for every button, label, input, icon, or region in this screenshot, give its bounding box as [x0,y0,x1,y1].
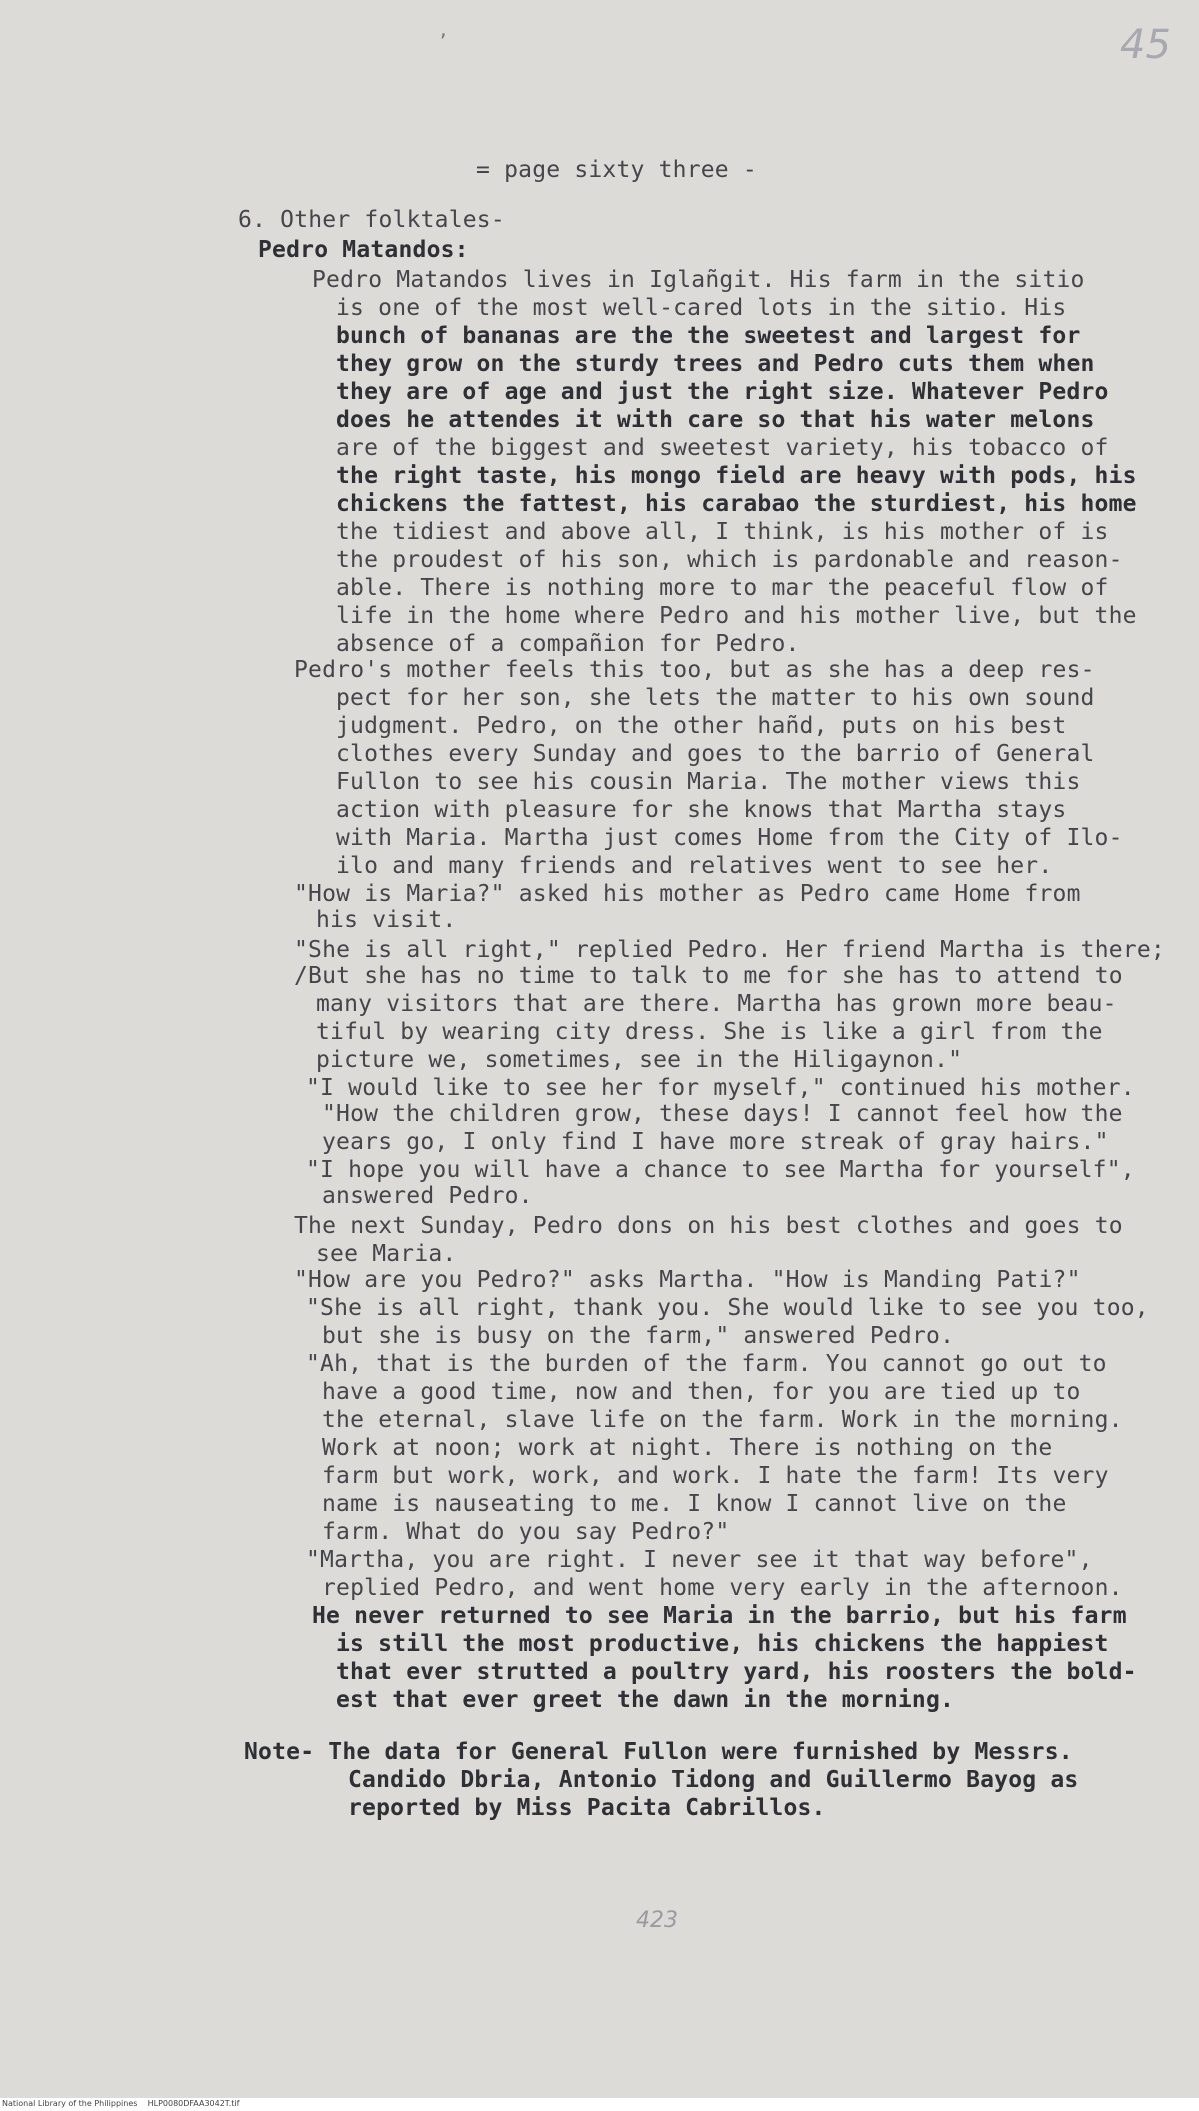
story-line: the eternal, slave life on the farm. Work in the morning. [322,1407,1123,1433]
story-line: Pedro Matandos lives in Iglañgit. His farm in the sitio [312,267,1085,293]
story-line: the proudest of his son, which is pardonable and reason- [336,547,1123,573]
story-line: life in the home where Pedro and his mother live, but the [336,603,1137,629]
story-line: "How is Maria?" asked his mother as Pedro came Home from [294,881,1081,907]
section-title: 6. Other folktales- [238,207,505,233]
note-line: reported by Miss Pacita Cabrillos. [348,1795,826,1821]
story-line: see Maria. [316,1241,457,1267]
story-line: with Maria. Martha just comes Home from the City of Ilo- [336,825,1123,851]
story-line: absence of a compañion for Pedro. [336,631,800,657]
story-line: farm. What do you say Pedro?" [322,1519,730,1545]
note-line: Note- The data for General Fullon were furnished by Messrs. [244,1739,1073,1765]
story-line: "Ah, that is the burden of the farm. You cannot go out to [306,1351,1107,1377]
story-line: they grow on the sturdy trees and Pedro cuts them when [336,351,1095,377]
story-line: name is nauseating to me. I know I cannot live on the [322,1491,1067,1517]
story-line: "How the children grow, these days! I cannot feel how the [322,1101,1123,1127]
story-line: is still the most productive, his chickens the happiest [336,1631,1109,1657]
story-line: "I would like to see her for myself," continued his mother. [306,1075,1135,1101]
story-line: years go, I only find I have more streak of gray hairs." [322,1129,1109,1155]
story-line: Work at noon; work at night. There is nothing on the [322,1435,1053,1461]
story-line: chickens the fattest, his carabao the sturdiest, his home [336,491,1137,517]
story-line: farm but work, work, and work. I hate the farm! Its very [322,1463,1109,1489]
story-line: "How are you Pedro?" asks Martha. "How is Manding Pati?" [294,1267,1081,1293]
story-line: Pedro's mother feels this too, but as she has a deep res- [294,657,1095,683]
story-line: able. There is nothing more to mar the peaceful flow of [336,575,1109,601]
story-line: The next Sunday, Pedro dons on his best clothes and goes to [294,1213,1123,1239]
story-line: many visitors that are there. Martha has grown more beau- [316,991,1117,1017]
story-line: Fullon to see his cousin Maria. The mother views this [336,769,1081,795]
story-line: "I hope you will have a chance to see Martha for yourself", [306,1157,1135,1183]
story-line: does he attendes it with care so that his water melons [336,407,1095,433]
story-line: bunch of bananas are the the sweetest and largest for [336,323,1081,349]
stray-mark: , [438,20,449,41]
story-line: /But she has no time to talk to me for she has to attend to [294,963,1123,989]
archive-footer-text: National Library of the Philippines HLP0080DFAA3042T.tif [2,2099,240,2108]
page-heading: = page sixty three - [476,157,757,183]
story-title: Pedro Matandos: [258,237,469,263]
story-line: tiful by wearing city dress. She is like a girl from the [316,1019,1103,1045]
corner-handwritten-number: 45 [1120,22,1171,68]
story-line: est that ever greet the dawn in the morning. [336,1687,955,1713]
story-line: the tidiest and above all, I think, is his mother of is [336,519,1109,545]
story-line: is one of the most well-cared lots in the sitio. His [336,295,1067,321]
story-line: clothes every Sunday and goes to the barrio of General [336,741,1095,767]
story-line: his visit. [316,907,457,933]
story-line: "She is all right, thank you. She would like to see you too, [306,1295,1149,1321]
story-line: judgment. Pedro, on the other hañd, puts on his best [336,713,1067,739]
story-line: the right taste, his mongo field are heavy with pods, his [336,463,1137,489]
story-line: are of the biggest and sweetest variety, his tobacco of [336,435,1109,461]
story-line: answered Pedro. [322,1183,533,1209]
story-line: action with pleasure for she knows that Martha stays [336,797,1067,823]
story-line: "Martha, you are right. I never see it that way before", [306,1547,1093,1573]
story-line: picture we, sometimes, see in the Hiligaynon." [316,1047,963,1073]
note-line: Candido Dbria, Antonio Tidong and Guillermo Bayog as [348,1767,1079,1793]
story-line: "She is all right," replied Pedro. Her friend Martha is there; [294,937,1165,963]
handwritten-page-number: 423 [636,1908,678,1933]
story-line: pect for her son, she lets the matter to his own sound [336,685,1095,711]
story-line: have a good time, now and then, for you are tied up to [322,1379,1081,1405]
story-line: ilo and many friends and relatives went to see her. [336,853,1053,879]
story-line: He never returned to see Maria in the barrio, but his farm [312,1603,1127,1629]
story-line: they are of age and just the right size. Whatever Pedro [336,379,1109,405]
story-line: that ever strutted a poultry yard, his roosters the bold- [336,1659,1137,1685]
story-line: but she is busy on the farm," answered Pedro. [322,1323,955,1349]
story-line: replied Pedro, and went home very early in the afternoon. [322,1575,1123,1601]
